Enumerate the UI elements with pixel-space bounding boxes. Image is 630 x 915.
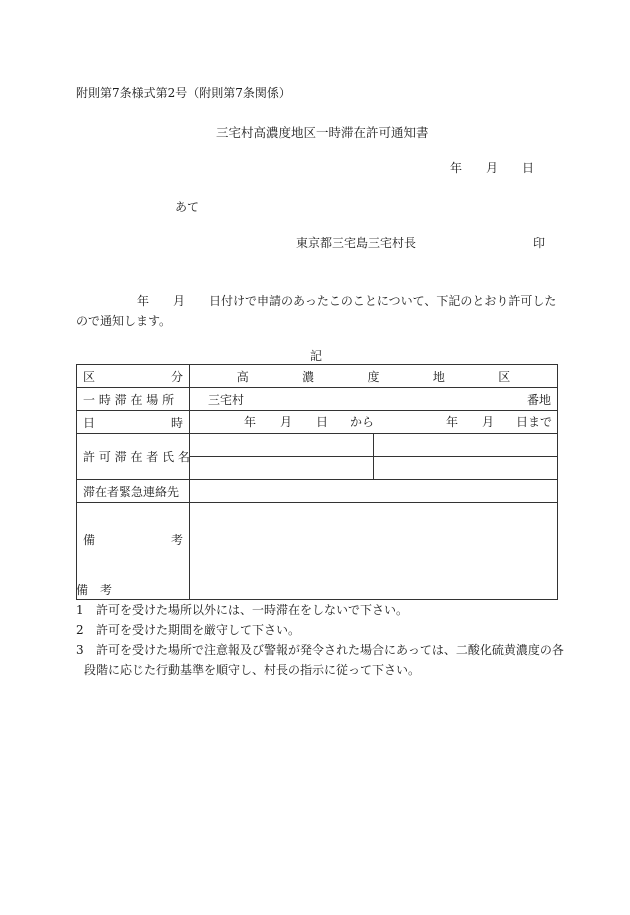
category-value [190, 365, 558, 388]
to-day: 日まで [516, 415, 553, 429]
remarks-row [77, 503, 558, 600]
datetime-value[interactable] [190, 411, 558, 434]
name-field-4[interactable] [374, 457, 558, 480]
datetime-row [77, 411, 558, 434]
remarks-label-char: 備 [83, 533, 96, 547]
addressee-suffix: あて [175, 200, 200, 214]
name-field-2[interactable] [374, 434, 558, 457]
note-text: 許可を受けた場所で注意報及び警報が発令された場合にあっては、二酸化硫黄濃度の各 [96, 643, 564, 657]
body-text-line1: 日付けで申請のあったこのことについて、下記のとおり許可した [209, 294, 557, 308]
form-reference: 附則第7条様式第2号（附則第7条関係） [76, 86, 291, 100]
place-prefix: 三宅村 [208, 392, 245, 407]
name-field-3[interactable] [190, 457, 374, 480]
note-text: 許可を受けた場所以外には、一時滞在をしないで下さい。 [96, 603, 409, 617]
body-text-line2: ので通知します。 [76, 314, 172, 328]
place-row [77, 388, 558, 411]
category-value-char: 度 [367, 369, 380, 384]
contact-field[interactable] [190, 480, 558, 503]
contact-row [77, 480, 558, 503]
from-word: から [350, 415, 375, 429]
names-label: 許 可 滞 在 者 氏 名 [77, 434, 190, 480]
category-value-char: 地 [432, 369, 445, 384]
document-title: 三宅村高濃度地区一時滞在許可通知書 [216, 125, 429, 140]
note-text: 許可を受けた期間を厳守して下さい。 [96, 623, 301, 637]
notes-heading: 備 考 [76, 583, 113, 597]
remarks-label-char: 考 [170, 533, 183, 547]
from-month: 月 [280, 415, 293, 429]
category-value-char: 区 [498, 369, 511, 384]
note-number: 3 [76, 643, 84, 657]
from-year: 年 [244, 415, 257, 429]
category-value-char: 高 [236, 369, 249, 384]
date-day: 日 [522, 161, 535, 175]
category-label-char: 分 [170, 369, 183, 384]
category-label [77, 365, 190, 388]
names-row-1 [77, 434, 558, 457]
date-year: 年 [450, 161, 463, 175]
to-month: 月 [482, 415, 495, 429]
body-year: 年 [137, 294, 150, 308]
note-number: 1 [76, 603, 84, 617]
category-row [77, 365, 558, 388]
datetime-label [77, 411, 190, 434]
place-value[interactable] [190, 388, 558, 411]
permit-table [76, 364, 558, 600]
datetime-label-char: 日 [83, 415, 96, 430]
date-month: 月 [486, 161, 499, 175]
remarks-field[interactable] [190, 503, 558, 600]
note-number: 2 [76, 623, 84, 637]
body-month: 月 [173, 294, 186, 308]
category-value-char: 濃 [302, 369, 315, 384]
place-label: 一 時 滞 在 場 所 [77, 388, 190, 411]
note-text-continued: 段階に応じた行動基準を順守し、村長の指示に従って下さい。 [84, 663, 421, 677]
ki-heading: 記 [310, 349, 323, 363]
to-year: 年 [446, 415, 459, 429]
category-label-char: 区 [83, 369, 96, 384]
datetime-label-char: 時 [170, 415, 183, 430]
place-suffix: 番地 [527, 392, 552, 407]
contact-label: 滞在者緊急連絡先 [77, 480, 190, 503]
seal-mark: 印 [533, 236, 546, 250]
name-field-1[interactable] [190, 434, 374, 457]
issuer-name: 東京都三宅島三宅村長 [296, 236, 417, 250]
from-day: 日 [316, 415, 329, 429]
